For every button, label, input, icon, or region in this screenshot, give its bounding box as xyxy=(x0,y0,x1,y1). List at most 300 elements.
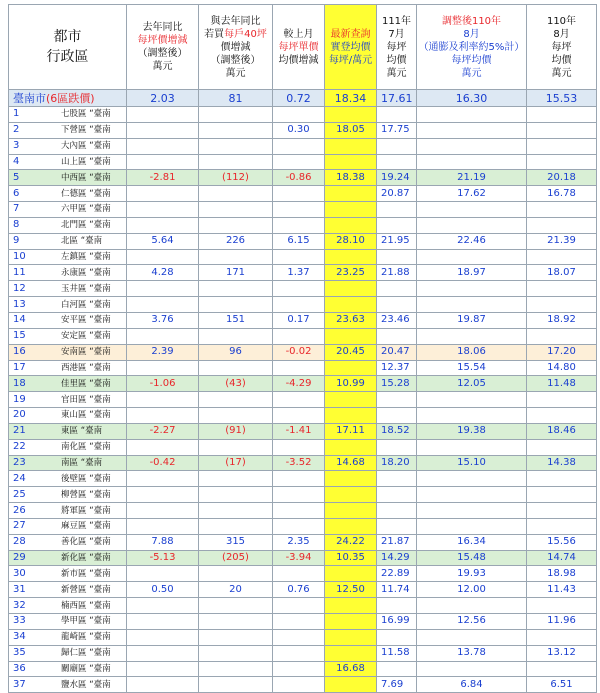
yoy-change xyxy=(127,598,199,614)
row-label-cell xyxy=(9,122,127,138)
table-row xyxy=(9,360,597,376)
total-row xyxy=(9,90,597,107)
latest-price: 28.10 xyxy=(325,233,377,249)
adjusted-110: 18.97 xyxy=(417,265,527,281)
district-name: 北門區 “臺南 xyxy=(61,220,111,231)
district-name: 善化區 “臺南 xyxy=(61,537,111,548)
price-110-8 xyxy=(527,202,597,218)
header-yoy xyxy=(127,5,199,90)
price-111-7: 7.69 xyxy=(377,677,417,693)
price-111-7 xyxy=(377,328,417,344)
mom-change: 0.17 xyxy=(273,312,325,328)
mom-change xyxy=(273,677,325,693)
price-110-8 xyxy=(527,598,597,614)
yoy-change xyxy=(127,297,199,313)
yoy-change xyxy=(127,471,199,487)
price-110-8: 14.38 xyxy=(527,455,597,471)
ping40-change: 171 xyxy=(199,265,273,281)
header-40ping-line1: 與去年同比 xyxy=(210,15,261,27)
adjusted-110: 15.48 xyxy=(417,550,527,566)
row-label-cell xyxy=(9,249,127,265)
price-110-8: 11.96 xyxy=(527,614,597,630)
price-110-8: 18.98 xyxy=(527,566,597,582)
district-name: 新營區 “臺南 xyxy=(61,584,111,595)
table-row xyxy=(9,550,597,566)
price-110-8: 14.80 xyxy=(527,360,597,376)
price-111-7 xyxy=(377,281,417,297)
header-111-7 xyxy=(377,5,417,90)
adjusted-110 xyxy=(417,217,527,233)
price-111-7: 21.87 xyxy=(377,534,417,550)
row-index: 5 xyxy=(13,171,20,183)
row-index: 18 xyxy=(13,377,26,389)
table-row xyxy=(9,423,597,439)
ping40-change xyxy=(199,677,273,693)
price-110-8 xyxy=(527,392,597,408)
price-110-8 xyxy=(527,122,597,138)
price-110-8: 20.18 xyxy=(527,170,597,186)
row-label-cell xyxy=(9,138,127,154)
table-row xyxy=(9,677,597,693)
price-111-7: 14.29 xyxy=(377,550,417,566)
table-row xyxy=(9,376,597,392)
total-yoy: 2.03 xyxy=(127,90,199,107)
yoy-change: 0.50 xyxy=(127,582,199,598)
header-40ping-line2a: 若買 xyxy=(204,28,225,40)
adjusted-110: 12.56 xyxy=(417,614,527,630)
district-name: 安定區 “臺南 xyxy=(61,331,111,342)
ping40-change: (205) xyxy=(199,550,273,566)
latest-price xyxy=(325,677,377,693)
price-111-7: 15.28 xyxy=(377,376,417,392)
adjusted-110 xyxy=(417,249,527,265)
yoy-change: 7.88 xyxy=(127,534,199,550)
latest-price: 18.05 xyxy=(325,122,377,138)
row-label-cell xyxy=(9,217,127,233)
row-index: 16 xyxy=(13,346,26,358)
ping40-change xyxy=(199,598,273,614)
district-name: 山上區 “臺南 xyxy=(61,156,111,167)
header-40ping-line2b: 每戶40坪 xyxy=(224,28,267,40)
latest-price xyxy=(325,645,377,661)
row-label-cell xyxy=(9,328,127,344)
header-40ping-line3: 價增減 xyxy=(220,41,251,53)
row-index: 8 xyxy=(13,219,20,231)
mom-change: -3.94 xyxy=(273,550,325,566)
header-latest xyxy=(325,5,377,90)
mom-change: 6.15 xyxy=(273,233,325,249)
latest-price: 10.99 xyxy=(325,376,377,392)
adjusted-110 xyxy=(417,281,527,297)
price-111-7 xyxy=(377,471,417,487)
row-label-cell xyxy=(9,297,127,313)
price-111-7 xyxy=(377,107,417,123)
latest-price: 24.22 xyxy=(325,534,377,550)
latest-price xyxy=(325,328,377,344)
price-111-7: 23.46 xyxy=(377,312,417,328)
latest-price xyxy=(325,439,377,455)
price-111-7: 11.74 xyxy=(377,582,417,598)
row-index: 10 xyxy=(13,251,26,263)
yoy-change xyxy=(127,281,199,297)
ping40-change: (112) xyxy=(199,170,273,186)
latest-price xyxy=(325,281,377,297)
price-110-8: 6.51 xyxy=(527,677,597,693)
row-index: 23 xyxy=(13,456,26,468)
mom-change: -0.86 xyxy=(273,170,325,186)
mom-change xyxy=(273,217,325,233)
yoy-change xyxy=(127,328,199,344)
header-yoy-line3: （調整後） xyxy=(137,48,188,59)
price-110-8 xyxy=(527,297,597,313)
table-row xyxy=(9,217,597,233)
yoy-change: -5.13 xyxy=(127,550,199,566)
table-row xyxy=(9,582,597,598)
header-110-8-line4: 均價 xyxy=(551,54,572,66)
price-110-8: 18.07 xyxy=(527,265,597,281)
yoy-change: 3.76 xyxy=(127,312,199,328)
row-index: 19 xyxy=(13,393,26,405)
row-label-cell xyxy=(9,598,127,614)
row-label-cell xyxy=(9,645,127,661)
header-latest-line3: 每坪/萬元 xyxy=(328,54,373,66)
latest-price xyxy=(325,217,377,233)
latest-price: 16.68 xyxy=(325,661,377,677)
district-name: 後壁區 “臺南 xyxy=(61,473,111,484)
header-yoy-line4: 萬元 xyxy=(152,61,173,72)
table-row xyxy=(9,249,597,265)
row-index: 37 xyxy=(13,678,26,690)
price-table xyxy=(8,4,597,693)
yoy-change xyxy=(127,566,199,582)
price-110-8 xyxy=(527,487,597,503)
adjusted-110 xyxy=(417,154,527,170)
price-110-8: 21.39 xyxy=(527,233,597,249)
ping40-change xyxy=(199,439,273,455)
adjusted-110: 19.93 xyxy=(417,566,527,582)
row-label-cell xyxy=(9,550,127,566)
adjusted-110 xyxy=(417,202,527,218)
mom-change: 2.35 xyxy=(273,534,325,550)
row-index: 7 xyxy=(13,203,20,215)
adjusted-110 xyxy=(417,598,527,614)
district-name: 仁德區 “臺南 xyxy=(61,188,111,199)
mom-change xyxy=(273,598,325,614)
mom-change: -1.41 xyxy=(273,423,325,439)
yoy-change: -1.06 xyxy=(127,376,199,392)
ping40-change: (91) xyxy=(199,423,273,439)
adjusted-110 xyxy=(417,661,527,677)
ping40-change xyxy=(199,487,273,503)
table-row xyxy=(9,281,597,297)
table-row xyxy=(9,392,597,408)
price-110-8 xyxy=(527,439,597,455)
row-index: 34 xyxy=(13,631,26,643)
price-110-8: 17.20 xyxy=(527,344,597,360)
price-111-7 xyxy=(377,439,417,455)
header-yoy-line1: 去年同比 xyxy=(142,22,183,33)
row-label-cell xyxy=(9,408,127,424)
table-row xyxy=(9,503,597,519)
total-label-note: (6區跌價) xyxy=(46,92,95,105)
header-40ping-line5: 萬元 xyxy=(225,67,246,79)
header-row xyxy=(9,5,597,90)
mom-change xyxy=(273,503,325,519)
latest-price: 17.11 xyxy=(325,423,377,439)
header-111-7-line1: 111年 xyxy=(381,15,412,27)
table-row xyxy=(9,534,597,550)
district-name: 東區 “臺南 xyxy=(61,426,103,437)
price-111-7 xyxy=(377,503,417,519)
price-110-8 xyxy=(527,249,597,265)
ping40-change xyxy=(199,503,273,519)
table-row xyxy=(9,265,597,281)
yoy-change xyxy=(127,392,199,408)
price-110-8: 16.78 xyxy=(527,186,597,202)
price-111-7: 20.47 xyxy=(377,344,417,360)
district-name: 鹽水區 “臺南 xyxy=(61,679,111,690)
mom-change: -0.02 xyxy=(273,344,325,360)
price-111-7: 20.87 xyxy=(377,186,417,202)
row-index: 31 xyxy=(13,583,26,595)
row-label-cell xyxy=(9,518,127,534)
ping40-change xyxy=(199,360,273,376)
header-111-7-line4: 均價 xyxy=(386,54,407,66)
table-row xyxy=(9,439,597,455)
ping40-change: (17) xyxy=(199,455,273,471)
mom-change: 1.37 xyxy=(273,265,325,281)
ping40-change xyxy=(199,566,273,582)
ping40-change xyxy=(199,328,273,344)
adjusted-110 xyxy=(417,518,527,534)
row-index: 36 xyxy=(13,662,26,674)
yoy-change: -0.42 xyxy=(127,455,199,471)
price-111-7 xyxy=(377,598,417,614)
total-ping40: 81 xyxy=(199,90,273,107)
yoy-change xyxy=(127,122,199,138)
adjusted-110 xyxy=(417,297,527,313)
price-111-7 xyxy=(377,138,417,154)
adjusted-110: 19.87 xyxy=(417,312,527,328)
table-row xyxy=(9,312,597,328)
district-name: 龍崎區 “臺南 xyxy=(61,632,111,643)
row-label-cell xyxy=(9,392,127,408)
header-adj110-line4: 每坪均價 xyxy=(451,54,492,66)
price-110-8 xyxy=(527,154,597,170)
mom-change xyxy=(273,487,325,503)
row-label-cell xyxy=(9,614,127,630)
price-111-7 xyxy=(377,202,417,218)
row-label-cell xyxy=(9,582,127,598)
mom-change: -3.52 xyxy=(273,455,325,471)
price-110-8 xyxy=(527,661,597,677)
row-label-cell xyxy=(9,455,127,471)
district-name: 六甲區 “臺南 xyxy=(61,204,111,215)
mom-change xyxy=(273,297,325,313)
district-name: 安南區 “臺南 xyxy=(61,347,111,358)
table-row xyxy=(9,598,597,614)
price-110-8 xyxy=(527,471,597,487)
row-index: 30 xyxy=(13,567,26,579)
row-label-cell xyxy=(9,186,127,202)
price-111-7: 12.37 xyxy=(377,360,417,376)
row-index: 24 xyxy=(13,472,26,484)
row-index: 6 xyxy=(13,187,20,199)
mom-change xyxy=(273,439,325,455)
row-index: 3 xyxy=(13,140,20,152)
table-row xyxy=(9,408,597,424)
header-city xyxy=(9,5,127,90)
district-name: 中西區 “臺南 xyxy=(61,172,111,183)
table-row xyxy=(9,328,597,344)
header-110-8-line3: 每坪 xyxy=(551,41,572,53)
adjusted-110 xyxy=(417,122,527,138)
latest-price xyxy=(325,138,377,154)
mom-change xyxy=(273,154,325,170)
ping40-change: 226 xyxy=(199,233,273,249)
ping40-change xyxy=(199,138,273,154)
row-label-cell xyxy=(9,233,127,249)
table-row xyxy=(9,297,597,313)
header-111-7-line3: 每坪 xyxy=(386,41,407,53)
total-label xyxy=(9,90,127,107)
adjusted-110 xyxy=(417,392,527,408)
adjusted-110: 16.34 xyxy=(417,534,527,550)
yoy-change xyxy=(127,487,199,503)
table-row xyxy=(9,614,597,630)
yoy-change xyxy=(127,217,199,233)
mom-change xyxy=(273,566,325,582)
yoy-change xyxy=(127,645,199,661)
row-label-cell xyxy=(9,265,127,281)
ping40-change xyxy=(199,645,273,661)
adjusted-110: 19.38 xyxy=(417,423,527,439)
adjusted-110 xyxy=(417,138,527,154)
district-name: 下營區 “臺南 xyxy=(61,125,111,136)
yoy-change: 2.39 xyxy=(127,344,199,360)
table-row xyxy=(9,344,597,360)
latest-price: 18.38 xyxy=(325,170,377,186)
row-index: 32 xyxy=(13,599,26,611)
latest-price xyxy=(325,471,377,487)
district-name: 柳營區 “臺南 xyxy=(61,489,111,500)
header-111-7-line2: 7月 xyxy=(388,28,405,40)
latest-price xyxy=(325,107,377,123)
header-111-7-line5: 萬元 xyxy=(386,67,407,79)
ping40-change xyxy=(199,392,273,408)
price-111-7: 21.95 xyxy=(377,233,417,249)
mom-change xyxy=(273,249,325,265)
adjusted-110: 21.19 xyxy=(417,170,527,186)
total-111-7: 17.61 xyxy=(377,90,417,107)
price-110-8: 11.48 xyxy=(527,376,597,392)
latest-price: 23.63 xyxy=(325,312,377,328)
ping40-change: 20 xyxy=(199,582,273,598)
yoy-change xyxy=(127,360,199,376)
row-label-cell xyxy=(9,170,127,186)
yoy-change xyxy=(127,154,199,170)
adjusted-110: 18.06 xyxy=(417,344,527,360)
latest-price: 14.68 xyxy=(325,455,377,471)
yoy-change: 4.28 xyxy=(127,265,199,281)
mom-change xyxy=(273,202,325,218)
yoy-change xyxy=(127,138,199,154)
district-name: 七股區 “臺南 xyxy=(61,109,111,120)
latest-price xyxy=(325,518,377,534)
ping40-change xyxy=(199,661,273,677)
district-name: 南化區 “臺南 xyxy=(61,442,111,453)
latest-price: 10.35 xyxy=(325,550,377,566)
table-row xyxy=(9,645,597,661)
price-111-7: 22.89 xyxy=(377,566,417,582)
ping40-change xyxy=(199,281,273,297)
yoy-change: 5.64 xyxy=(127,233,199,249)
latest-price: 12.50 xyxy=(325,582,377,598)
row-label-cell xyxy=(9,661,127,677)
price-110-8 xyxy=(527,107,597,123)
header-40ping-line2 xyxy=(199,28,272,41)
row-index: 28 xyxy=(13,536,26,548)
row-index: 22 xyxy=(13,441,26,453)
district-name: 安平區 “臺南 xyxy=(61,315,111,326)
row-label-cell xyxy=(9,471,127,487)
ping40-change xyxy=(199,518,273,534)
table-row xyxy=(9,518,597,534)
mom-change xyxy=(273,392,325,408)
header-mom xyxy=(273,5,325,90)
header-city-line1: 都市 xyxy=(53,29,82,45)
price-110-8 xyxy=(527,408,597,424)
yoy-change xyxy=(127,439,199,455)
adjusted-110: 12.05 xyxy=(417,376,527,392)
row-label-cell xyxy=(9,107,127,123)
district-name: 麻豆區 “臺南 xyxy=(61,521,111,532)
yoy-change xyxy=(127,202,199,218)
price-111-7: 19.24 xyxy=(377,170,417,186)
price-111-7 xyxy=(377,154,417,170)
header-adj110-line5: 萬元 xyxy=(461,67,482,79)
header-110-8-line2: 8月 xyxy=(553,28,570,40)
district-name: 左鎮區 “臺南 xyxy=(61,252,111,263)
ping40-change xyxy=(199,186,273,202)
price-111-7: 18.20 xyxy=(377,455,417,471)
adjusted-110 xyxy=(417,439,527,455)
district-name: 新化區 “臺南 xyxy=(61,553,111,564)
adjusted-110 xyxy=(417,328,527,344)
mom-change: 0.30 xyxy=(273,122,325,138)
adjusted-110 xyxy=(417,408,527,424)
header-110-8 xyxy=(527,5,597,90)
ping40-change xyxy=(199,202,273,218)
latest-price xyxy=(325,154,377,170)
district-name: 將軍區 “臺南 xyxy=(61,505,111,516)
yoy-change: -2.81 xyxy=(127,170,199,186)
row-index: 27 xyxy=(13,520,26,532)
price-111-7 xyxy=(377,661,417,677)
total-label-text: 臺南市 xyxy=(13,92,46,105)
latest-price xyxy=(325,487,377,503)
price-111-7 xyxy=(377,392,417,408)
mom-change xyxy=(273,408,325,424)
district-name: 佳里區 “臺南 xyxy=(61,378,111,389)
row-label-cell xyxy=(9,439,127,455)
district-name: 官田區 “臺南 xyxy=(61,394,111,405)
price-111-7 xyxy=(377,408,417,424)
adjusted-110: 22.46 xyxy=(417,233,527,249)
row-index: 4 xyxy=(13,155,20,167)
ping40-change xyxy=(199,249,273,265)
ping40-change xyxy=(199,471,273,487)
